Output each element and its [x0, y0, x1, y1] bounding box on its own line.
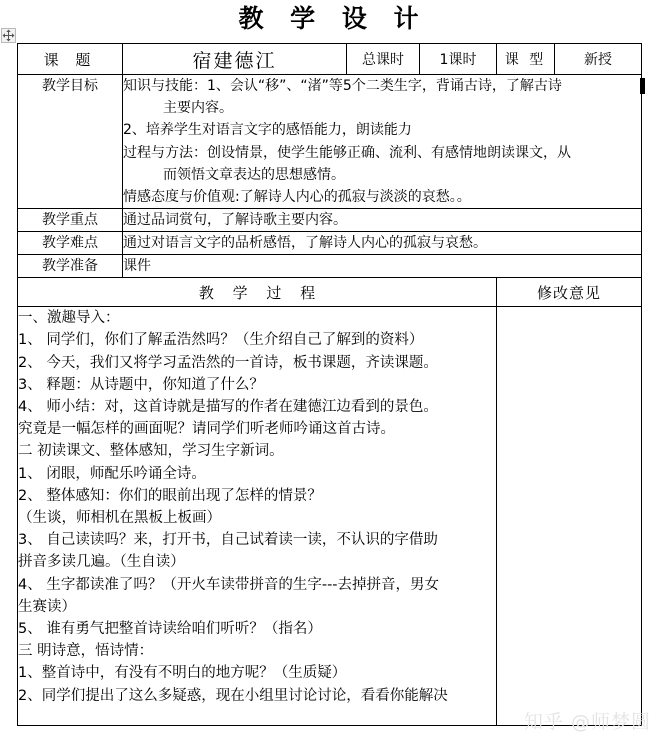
- header-revision-notes: 修改意见: [497, 278, 642, 307]
- process-line: 5、 谁有勇气把整首诗读给咱们听听？（指名）: [18, 621, 322, 638]
- process-line: 4、 生字都读准了吗？（开火车读带拼音的生字---去掉拼音，男女: [18, 576, 440, 593]
- value-preparation: 课件: [123, 255, 642, 278]
- table-row-process-body: [18, 307, 642, 726]
- table-move-handle-icon[interactable]: [1, 28, 16, 43]
- value-lesson-type: 新授: [555, 44, 642, 75]
- objective-line: 2、培养学生对语言文字的感悟能力，朗读能力: [123, 122, 412, 139]
- label-topic: 课 题: [18, 44, 123, 75]
- move-cross-icon: [2, 29, 15, 42]
- process-line: 4、 师小结：对，这首诗就是描写的作者在建德江边看到的景色。: [18, 399, 438, 416]
- process-line: 1、整首诗中，有没有不明白的地方呢？（生质疑）: [18, 665, 347, 682]
- value-key-point: 通过品词赏句，了解诗歌主要内容。: [123, 209, 642, 232]
- process-line: 1、 闭眼，师配乐吟诵全诗。: [18, 465, 206, 482]
- lesson-plan-table: [17, 43, 642, 726]
- label-difficulty: 教学难点: [18, 232, 123, 255]
- label-preparation: 教学准备: [18, 255, 123, 278]
- label-lesson-type: 课 型: [497, 44, 555, 75]
- process-line: 生赛读）: [18, 598, 76, 615]
- table-row-header: [18, 44, 642, 75]
- watermark: 知乎 @师梦圆: [524, 711, 652, 733]
- value-total-periods: 1课时: [420, 44, 497, 75]
- process-line: 三 明诗意，悟诗情：: [18, 643, 154, 660]
- page-title: 教 学 设 计: [238, 4, 428, 33]
- process-line: 究竟是一幅怎样的画面呢？请同学们听老师吟诵这首古诗。: [18, 421, 395, 438]
- label-key-point: 教学重点: [18, 209, 123, 232]
- table-row-preparation: [18, 255, 642, 278]
- process-line: 2、 今天，我们又将学习孟浩然的一首诗，板书课题，齐读课题。: [18, 354, 438, 371]
- objective-line: 知识与技能：1、会认“移”、“渚”等5个二类生字，背诵古诗，了解古诗: [123, 78, 562, 94]
- table-row-objectives: [18, 75, 642, 209]
- table-row-process-header: [18, 278, 642, 307]
- label-objectives: 教学目标: [18, 75, 123, 209]
- value-topic: 宿建德江: [123, 44, 347, 75]
- process-line: 拼音多读几遍。（生自读）: [18, 554, 185, 571]
- value-objectives: [123, 75, 642, 209]
- process-line: 3、 自己读读吗？来，打开书，自己试着读一读，不认识的字借助: [18, 532, 438, 549]
- process-line: 3、 释题：从诗题中，你知道了什么？: [18, 376, 264, 393]
- process-line: 一、激趣导入：: [18, 310, 120, 327]
- header-teaching-process: 教 学 过 程: [18, 278, 497, 307]
- objective-line: 而领悟文章表达的思想感情。: [163, 166, 345, 183]
- process-line: 2、 整体感知：你们的眼前出现了怎样的情景？: [18, 487, 322, 504]
- objective-line: 主要内容。: [163, 100, 233, 117]
- teaching-process-content: [18, 307, 497, 726]
- revision-notes-content[interactable]: [497, 307, 642, 726]
- table-row-difficulty: [18, 232, 642, 255]
- process-line: 2、同学们提出了这么多疑惑，现在小组里讨论讨论，看看你能解决: [18, 687, 448, 704]
- value-difficulty: 通过对语言文字的品析感悟，了解诗人内心的孤寂与哀愁。: [123, 232, 642, 255]
- objective-line: 情感态度与价值观:了解诗人内心的孤寂与淡淡的哀愁。。: [123, 189, 471, 206]
- label-total-periods: 总课时: [347, 44, 420, 75]
- process-line: 二 初读课文、整体感知，学习生字新词。: [18, 443, 284, 460]
- table-row-key-point: [18, 209, 642, 232]
- objective-line: 过程与方法：创设情景，使学生能够正确、流利、有感情地朗读课文，从: [123, 144, 571, 161]
- process-line: （生谈，师相机在黑板上板画）: [18, 510, 221, 527]
- process-line: 1、 同学们，你们了解孟浩然吗？（生介绍自己了解到的资料）: [18, 332, 424, 349]
